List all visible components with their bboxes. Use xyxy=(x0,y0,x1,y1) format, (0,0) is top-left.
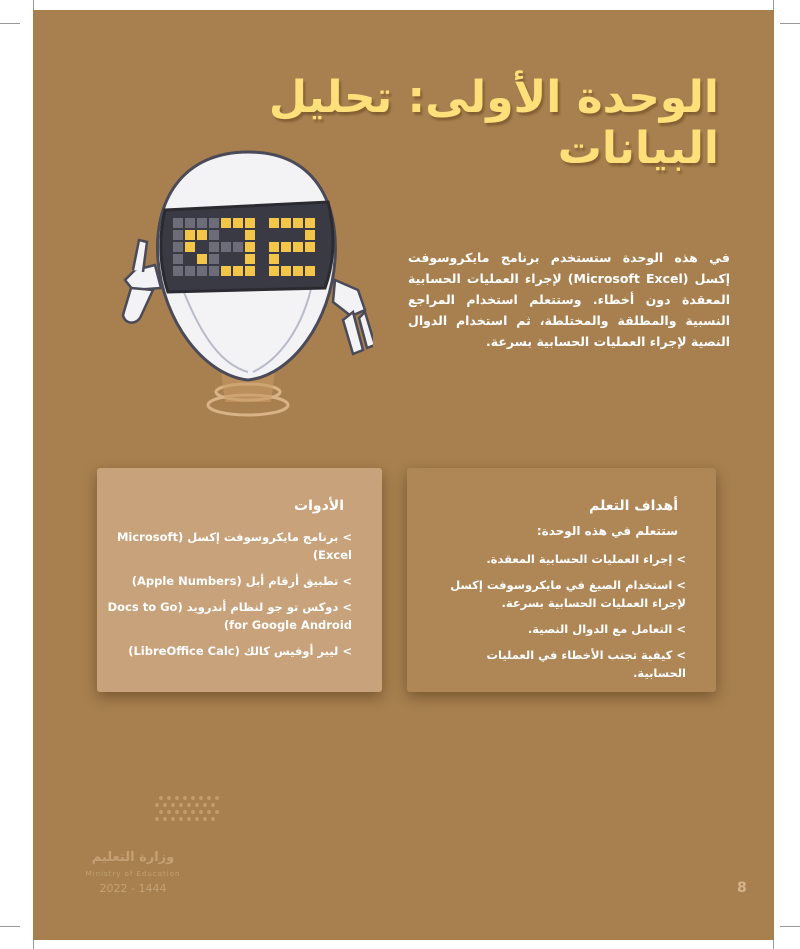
page-number: 8 xyxy=(737,880,747,896)
bullet-marker: > xyxy=(676,622,686,636)
learning-goals-card xyxy=(407,468,716,692)
list-item: >تطبيق أرقام أبل (Apple Numbers) xyxy=(131,574,352,588)
ministry-year: 2022 - 1444 xyxy=(99,882,167,895)
list-item: >إجراء العمليات الحسابية المعقدة. xyxy=(486,552,686,566)
bullet-marker: > xyxy=(676,648,686,662)
list-item: >التعامل مع الدوال النصية. xyxy=(527,622,686,636)
goals-heading: أهداف التعلم xyxy=(589,498,678,514)
ministry-name-english: Ministry of Education xyxy=(85,870,181,878)
list-item: >ليبر أوفيس كالك (LibreOffice Calc) xyxy=(128,644,352,658)
bullet-marker: > xyxy=(342,530,352,544)
list-item: >استخدام الصيغ في مايكروسوفت إكسل لإجراء العمليات الحسابية بسرعة. xyxy=(450,578,686,610)
robot-illustration xyxy=(113,140,373,430)
page-title: الوحدة الأولى: تحليل البيانات xyxy=(268,72,719,174)
tools-card xyxy=(97,468,382,692)
list-item: >برنامج مايكروسوفت إكسل (Microsoft Excel) xyxy=(116,530,352,562)
bullet-marker: > xyxy=(676,552,686,566)
goals-list xyxy=(436,550,686,690)
crop-mark xyxy=(780,926,800,927)
bullet-marker: > xyxy=(342,600,352,614)
list-item: >دوكس تو جو لنظام أندرويد (Docs to Go for Google Android) xyxy=(107,600,352,632)
bullet-marker: > xyxy=(676,578,686,592)
crop-mark xyxy=(0,926,20,927)
tools-heading: الأدوات xyxy=(294,498,344,514)
list-item: >كيفية تجنب الأخطاء في العمليات الحسابية. xyxy=(486,648,686,680)
crop-mark xyxy=(780,23,800,24)
intro-paragraph: في هذه الوحدة ستستخدم برنامج مايكروسوفت إكسل (Microsoft Excel) لإجراء العمليات الحسابية المعقدة دون أخطاء. وستتعلم استخدام المراجع النسبية والمطلقة والمختلطة، ثم استخدام الدوال النصية لإجراء العمليات الحسابية بسرعة. xyxy=(408,250,731,349)
page xyxy=(33,10,774,940)
bullet-marker: > xyxy=(342,644,352,658)
bullet-marker: > xyxy=(342,574,352,588)
crop-mark xyxy=(0,23,20,24)
goals-subheading: ستتعلم في هذه الوحدة: xyxy=(536,524,678,538)
ministry-name-arabic: وزارة التعليم xyxy=(91,850,175,865)
tools-list xyxy=(102,528,352,668)
